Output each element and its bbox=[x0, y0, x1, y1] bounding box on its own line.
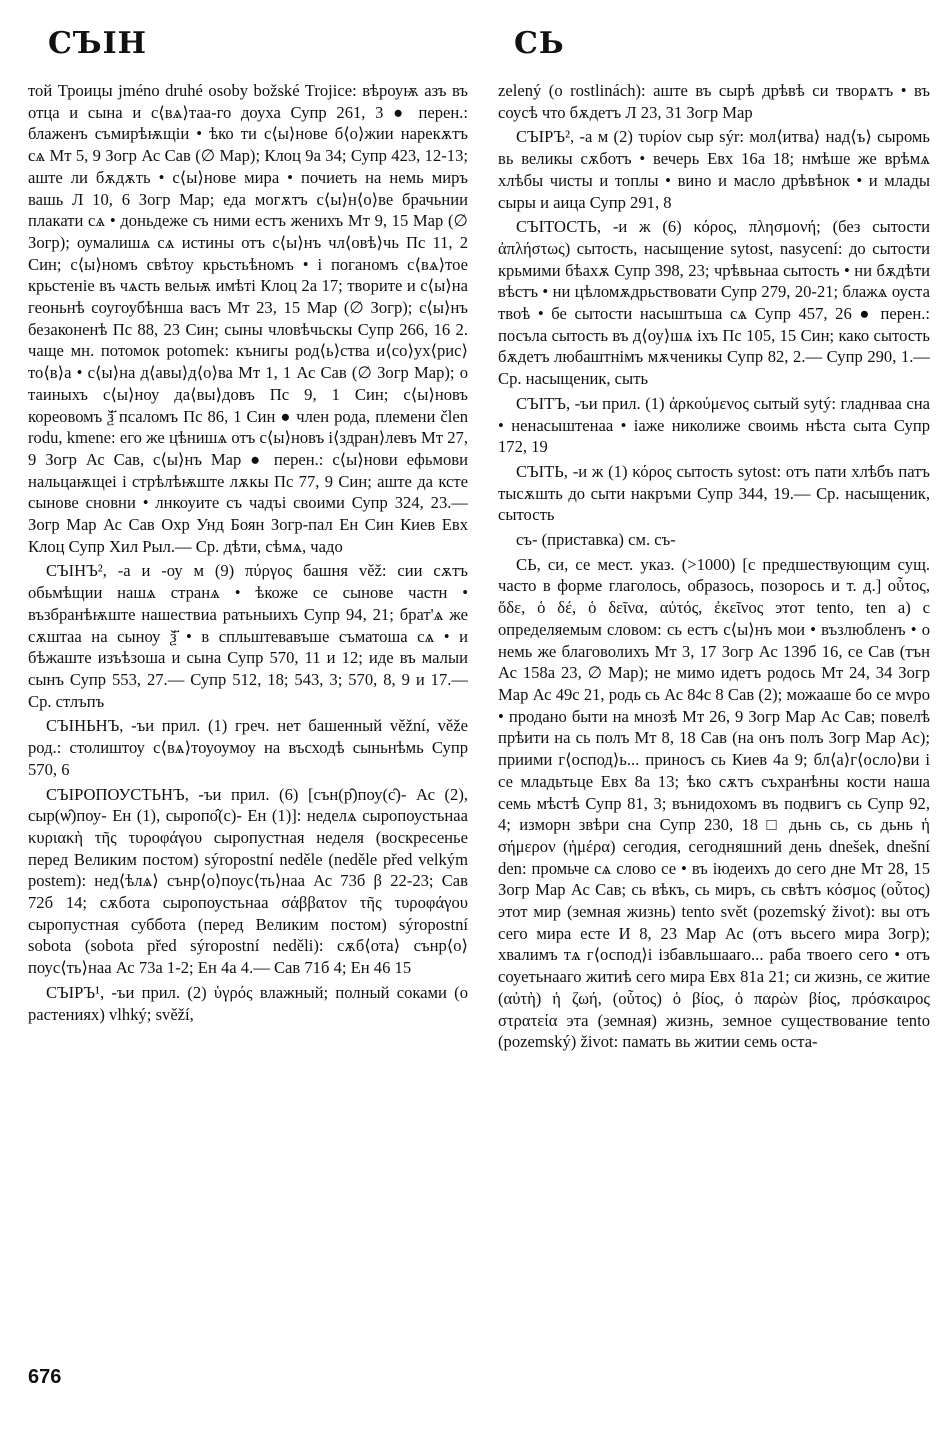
page-number: 676 bbox=[28, 1366, 62, 1388]
entry-paragraph: СЪIНЪ², -а и -оу м (9) πύργος башня věž: сии сѫтъ обьмѣщии нашѧ странѧ • ѣкоже се сынове частн • възбранѣѭште нашествиа ратьныихъ Супр 94, 21; брат'ѧ же сѫштаа на сыноу ѯ҃ • в спльштевавъше съматоша сѧ • и бѣжаште изъѣзоша и сына Супр 570, 11 и 12; иде въ малыи сынъ Супр 553, 27.— Супр 512, 18; 543, 3; 570, 8, 9 и 17.— Ср. стлъпъ bbox=[28, 561, 468, 711]
entry-paragraph: той Троицы jméno druhé osoby božské Trojice: вѣроуѭ азъ въ отца и сына и с⟨вѧ⟩таа-го доуха Супр 261, 3 ● перен.: блаженъ съмирѣѭщіи • ѣко ти с⟨ы⟩нове б⟨о⟩жии нарекѫтъ сѧ Мт 5, 9 Зогр Ас Сав (∅ Мар); Клоц 9а 34; Супр 423, 12-13; аште ли бѫдѫть • с⟨ы⟩нове мира • почиеть на немь миръ вашь Л 10, 6 Зогр Мар; еда могѫтъ с⟨ы⟩н⟨о⟩ве брачьнии плакати сѧ • доньдеже съ ними естъ женихъ Мт 9, 15 Мар (∅ Зогр); оумалишѧ сѧ истины отъ с⟨ы⟩нъ чл⟨овѣ⟩чь Пс 11, 2 Син; с⟨ы⟩номъ свѣтоу крьстьѣномъ • і поганомъ с⟨вѧ⟩тое крьстеніе въ чѧсть вельѭ имѣті Клоц 2а 17; творите и с⟨ы⟩на геоньнѣ соугоубѣнша васъ Мт 23, 15 Мар (∅ Зогр); с⟨ы⟩нъ безаконенѣ Пс 88, 23 Син; сыны чловѣчьскы Супр 266, 16 2. чаще мн. потомок potomek: кънигы род⟨ь⟩ства и⟨со⟩ух⟨рис⟩то⟨в⟩а • с⟨ы⟩на д⟨авы⟩д⟨о⟩ва Мт 1, 1 Ас Сав (∅ Зогр Мар); о таиныхъ с⟨ы⟩ноу да⟨вы⟩довъ Пс 9, 1 Син; с⟨ы⟩новъ кореовомъ ѯ҃ псаломъ Пс 86, 1 Син ● член рода, племени člen rodu, kmene: его же цѣнишѧ отъ с⟨ы⟩новъ і⟨здран⟩левъ Мт 27, 9 Зогр Ас Сав, с⟨ы⟩нъ Мар ● перен.: с⟨ы⟩нови ефьмови нальцаѭщеі і стрѣлѣѭште лѫкы Пс 77, 9 Син; аште да ксте сынове сновни • лнкоуите съ чадъі своими Супр 324, 23.— Зогр Мар Ас Сав Охр Унд Боян Зогр-пал Ен Син Киев Евх Клоц Супр Хил Рыл.— Ср. дѣти, сѣмѧ, чадо bbox=[28, 81, 468, 556]
left-column bbox=[28, 80, 468, 1365]
entry-paragraph: СЪIРЪ¹, -ъи прил. (2) ὑγρός влажный; полный соками (о растениях) vlhký; svěží, bbox=[28, 982, 468, 1024]
entry-paragraph: СЪIРОПОУСТЬНЪ, -ъи прил. (6) [сън(р̑)поу(с̑)- Ас (2), сыр(ѡ̑)поу- Ен (1), сыропо̂(с)- Ен (1)]: неделѧ сыропоустьнаа κυριακὴ τῆς τυροφάγου сыропустная неделя (воскресенье перед Великим постом) sýropostní neděle (neděle před velkým postem): нед⟨ѣлѧ⟩ сънр⟨о⟩поус⟨ть⟩наа Ас 73б β 22-23; Сав 72б 14; сѫбота сыропоустьнаа σάββατον τῆς τυροφάγου сыропустная суббота (перед Великим постом) sýropostní sobota (sobota před sýropostní neděli): сѫб⟨ота⟩ сънр⟨о⟩поус⟨ть⟩наа Ас 73а 1-2; Ен 4а 4.— Сав 71б 4; Ен 46 15 bbox=[28, 784, 468, 978]
entry-paragraph: zelený (o rostlinách): аште въ сырѣ дрѣвѣ си творѧтъ • въ соусѣ что бѫдетъ Л 23, 31 Зогр Мар bbox=[498, 81, 930, 122]
entry-paragraph: СЪIТЬ, -и ж (1) κόρος сытость sytost: отъ пати хлѣбъ патъ тысѫшть до сыти накръми Супр 344, 19.— Ср. насыщеник, сытость bbox=[498, 461, 930, 525]
entry-paragraph: СЪIРЪ², -а м (2) τυρίον сыр sýr: мол⟨итва⟩ над⟨ъ⟩ сыромь вь великы сѫботъ • вечерь Евх 16а 18; нмѣше же врѣмѧ хлѣбы чисты и топлы • вино и масло дрѣвѣнок • и млады сыры и аица Супр 291, 8 bbox=[498, 127, 930, 212]
entry-paragraph: СЪIТЪ, -ъи прил. (1) ἀρκούμενος сытый sytý: гладнваа сна • ненасыштенаа • іаже николиже своимь нѣста сыта Супр 172, 19 bbox=[498, 393, 930, 457]
entry-paragraph: съ- (приставка) см. съ- bbox=[516, 530, 676, 550]
running-head-left: СЪIН bbox=[48, 26, 147, 61]
entry-paragraph: СЬ, си, се мест. указ. (>1000) [с предшествующим сущ. часто в форме глаголось, образось, позорось и т. д.] οὗτος, ὅδε, ὁ δέ, ὁ δεῖνα, αὐτός, ἐκεῖνος этот tento, ten а) с определяемым словом: сь естъ с⟨ы⟩нъ мои • възлюбленъ • о немь же благоволихъ Мт 3, 17 Зогр Ас 139б 16, се Сав (тън Ас 158а 23, ∅ Мар); не мимо идетъ родось Мт 24, 34 Зогр Мар Ас 49с 21, родь сь Ас 84с 8 Сав (2); можааше бо се мνро • продано быти на мнозѣ Мт 26, 9 Зогр Мар Ас Сав; повелѣ прѣити на сь полъ Мт 8, 18 Сав (на онъ полъ Зогр Мар Ас); приими г⟨оспод⟩ь... приносъ сь Киев 4а 9; бл⟨а⟩г⟨осло⟩ви і се младьтьце Евх 8а 13; ѣко сѫтъ съхранѣны кости наша семь мѣстѣ Супр 81, 3; вънидохомъ въ подвигъ сь Супр 92, 4; изморн звѣри сна Супр 230, 18 □ дьнь сь, сь дьнь ἡ σήμερον (ἡμέρα) сегодия, сегодняшний день dnešek, dnešní den: промьче сѧ слово се • въ іюдеихъ до сего дне Мт 28, 15 Зогр Мар Ас Сав; сь вѣкъ, сь миръ, сь свѣтъ κόσμος (οὗτος) этот мир (земная жизнь) tento svět (pozemský život): вы отъ сего мира есте И 8, 23 Мар Ас (отъ вьсего мира Зогр); хвалимъ тѧ г⟨оспод⟩і ізбавльшааго... раба твоего сего • отъ соуетьнааго житиѣ сего мира Евх 81а 21; си жизнь, се житие (αὐτὴ) ἡ ζωή, (οὗτος) ὁ βίος, ὁ παρὼν βίος, πρόσκαιρος στρατεία эта (земная) жизнь, земное существование tento (pozemský) život: памать вь житии семь оста- bbox=[498, 554, 930, 1052]
running-head-right: СЬ bbox=[514, 26, 565, 61]
entry-paragraph: СЪIТОСТЬ, -и ж (6) κόρος, πλησμονή; (без сытости ἀπλήστως) сытость, насыщение sytost, nasycení: до сытости крьмими бѣахѫ Супр 398, 23; чрѣвьнаа сытость • ни бѫдѣти вѣстъ • ни цѣломѫдрьствовати Супр 279, 20-21; блажѧ оуста твоѣ • бе сытости насыштьша сѧ Супр 457, 26 ● перен.: посъла сытость въ д⟨оу⟩шѧ іхъ Пс 105, 15 Син; како сытость бѫдетъ любаштнімъ мѫченикы Супр 82, 2.— Супр 290, 1.— Ср. насыщеник, сыть bbox=[498, 217, 930, 389]
entry-paragraph: СЪIНЬНЪ, -ъи прил. (1) греч. нет башенный věžní, věže род.: столиштоу с⟨вѧ⟩тоуоумоу на въсходѣ сыньнѣмь Супр 570, 6 bbox=[28, 716, 468, 779]
right-column bbox=[498, 80, 930, 1365]
